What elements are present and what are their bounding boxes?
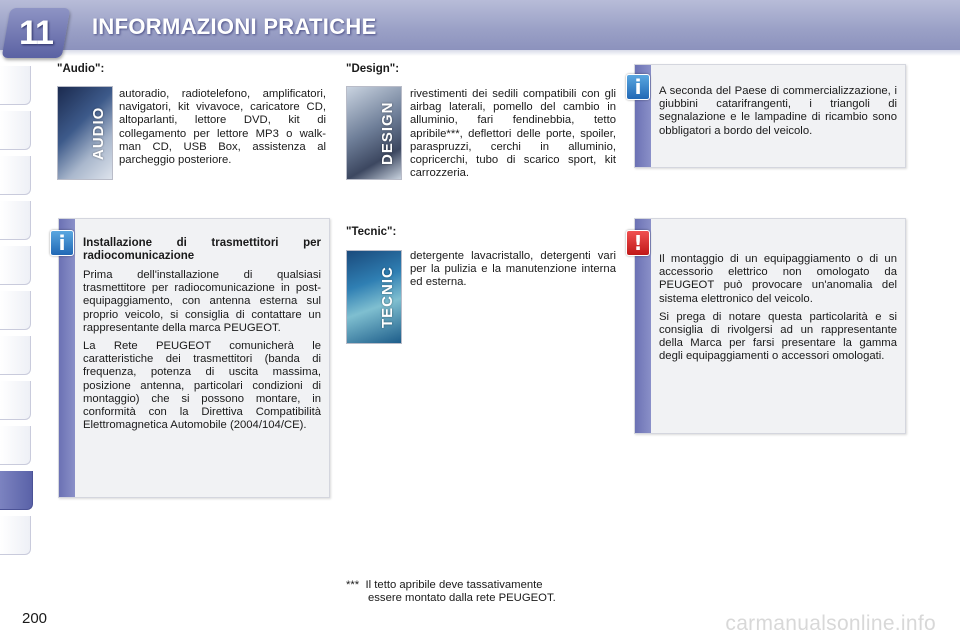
audio-image-label: AUDIO [90,106,107,160]
chapter-number: 11 [19,14,53,52]
page-title: INFORMAZIONI PRATICHE [92,14,377,39]
footnote-line [346,579,616,592]
page-number: 200 [22,610,48,627]
chapter-tab-active[interactable] [0,471,33,510]
warning-box-content [659,253,897,369]
chapter-tab[interactable] [0,291,31,330]
footnote [346,579,616,605]
chapter-tab[interactable] [0,336,31,375]
chapter-tab[interactable] [0,381,31,420]
info-icon: i [626,74,650,100]
info-icon: i [50,230,74,256]
info-box-transmitters-content [83,237,321,437]
tecnic-text: detergente lavacristallo, detergenti vari per la pulizia e la manutenzione interna ed esterna. [410,250,616,289]
warning-box-paragraph: Il montaggio di un equipaggiamento o di un accessorio elettrico non omologato da PEUGEOT può provocare un'anomalia del sistema elettronico del veicolo. [659,253,897,305]
info-box-transmitters [58,218,330,498]
footnote-text: essere montato dalla rete PEUGEOT. [368,592,556,604]
chapter-tab[interactable] [0,111,31,150]
design-title: "Design": [346,63,400,75]
tecnic-image-label: TECNIC [379,266,396,328]
chapter-tab[interactable] [0,156,31,195]
warning-icon: ! [626,230,650,256]
chapter-tab[interactable] [0,66,31,105]
info-box-country-text: A seconda del Paese di commercializzazione, i giubbini catarifrangenti, i triangoli di segnalazione e le lampadine di ricambio sono obbligatori a bordo del veicolo. [659,85,897,137]
watermark: carmanualsonline.info [725,612,936,635]
tecnic-image [346,250,402,344]
info-box-transmitters-paragraph: La Rete PEUGEOT comunicherà le caratteristiche dei trasmettitori (banda di frequenza, potenza di uscita massima, posizione antenna, particolari condizioni di montaggio) che si possono montare, in conformità con la Direttiva Compatibilità Elettromagnetica Automobile (2004/104/CE). [83,340,321,432]
footnote-marker: *** [346,579,360,591]
audio-title: "Audio": [57,63,105,75]
info-box-country [634,64,906,168]
audio-image [57,86,113,180]
design-text: rivestimenti dei sedili compatibili con gli airbag laterali, pomello del cambio in alluminio, fari fendinebbia, tetto apribile***, deflettori delle porte, spoiler, paraspruzzi, cerchi in alluminio, copricerchi, tubo di scarico sport, kit carrozzeria. [410,88,616,180]
chapter-tab[interactable] [0,246,31,285]
warning-box-paragraph: Si prega di notare questa particolarità e si consiglia di rivolgersi ad un rappresentante della Marca per farsi presentare la gamma degli equipaggiamenti o accessori omologati. [659,310,897,363]
warning-box [634,218,906,434]
chapter-tab[interactable] [0,201,31,240]
header-fade [0,50,960,56]
info-box-bar [59,219,75,497]
tecnic-title: "Tecnic": [346,226,397,238]
footnote-text: Il tetto apribile deve tassativamente [365,579,543,591]
chapter-tab[interactable] [0,516,31,555]
design-image-label: DESIGN [379,101,396,165]
info-box-transmitters-paragraph: Prima dell'installazione di qualsiasi trasmettitore per radiocomunicazione in post-equipaggiamento, con antenna esterna sul proprio veicolo, si consiglia di contattare un rappresentante della marca PEUGEOT. [83,269,321,334]
audio-text: autoradio, radiotelefono, amplificatori, navigatori, kit vivavoce, caricatore CD, altoparlanti, lettore DVD, kit di collegamento per lettore MP3 o walk-man CD, USB Box, assistenza al parcheggio posteriore. [119,88,326,167]
chapter-tab[interactable] [0,426,31,465]
chapter-tabs [0,66,34,561]
design-image [346,86,402,180]
info-box-transmitters-heading: Installazione di trasmettitori per radiocomunicazione [83,237,321,262]
